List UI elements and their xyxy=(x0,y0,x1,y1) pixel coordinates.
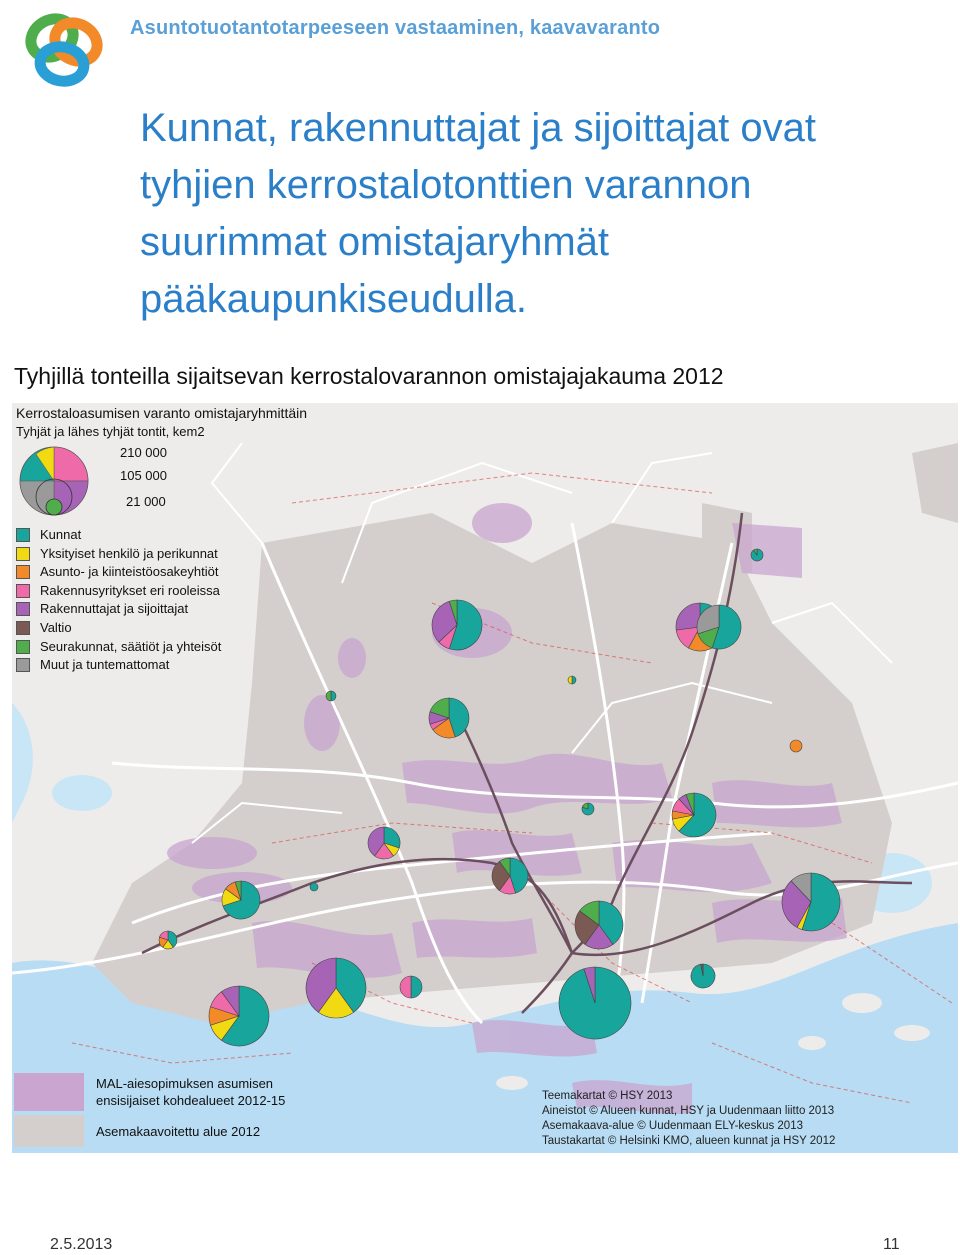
legend-label: Asunto- ja kiinteistöosakeyhtiöt xyxy=(40,564,219,580)
island xyxy=(842,993,882,1013)
logo-icon xyxy=(24,10,106,90)
legend-label: Rakennusyritykset eri rooleissa xyxy=(40,582,220,598)
ownership-pie xyxy=(492,858,528,894)
size-label: 105 000 xyxy=(120,468,167,483)
ownership-pie xyxy=(691,964,715,988)
island xyxy=(798,1036,826,1050)
legend-swatch xyxy=(16,602,30,616)
legend-swatch xyxy=(16,547,30,561)
lake xyxy=(52,775,112,811)
ownership-pie xyxy=(751,549,763,561)
map-credit: Asemakaava-alue © Uudenmaan ELY-keskus 2013 xyxy=(542,1120,803,1132)
legend-swatch xyxy=(16,565,30,579)
zoned-legend-label: Asemakaavoitettu alue 2012 xyxy=(96,1124,261,1139)
ownership-pie xyxy=(368,827,400,859)
map-credit: Teemakartat © HSY 2013 xyxy=(542,1090,673,1102)
ownership-pie xyxy=(222,881,260,919)
ownership-pie xyxy=(582,803,594,815)
ownership-pie xyxy=(432,600,482,650)
legend-label: Seurakunnat, säätiöt ja yhteisöt xyxy=(40,638,222,654)
zoned-legend-swatch xyxy=(14,1115,84,1147)
map-title: Tyhjillä tonteilla sijaitsevan kerrostalovarannon omistajajakauma 2012 xyxy=(14,363,724,389)
legend-heading: Kerrostaloasumisen varanto omistajaryhmittäin xyxy=(16,405,308,421)
footer-date: 2.5.2013 xyxy=(50,1236,113,1253)
ownership-pie xyxy=(310,883,318,891)
legend-swatch xyxy=(16,584,30,598)
mal-legend-label: MAL-aiesopimuksen asumisen xyxy=(96,1076,274,1091)
ownership-pie xyxy=(559,967,631,1039)
ownership-pie xyxy=(306,958,366,1018)
slide-title-line: suurimmat omistajaryhmät xyxy=(140,220,610,264)
ownership-pie xyxy=(429,698,469,738)
pie-slice xyxy=(790,740,802,752)
page-number: 11 xyxy=(883,1236,900,1253)
size-circle-segment xyxy=(54,447,88,481)
legend-label: Kunnat xyxy=(40,527,82,542)
ownership-pie xyxy=(326,691,336,701)
size-legend-circles xyxy=(16,445,106,517)
slide-title xyxy=(140,100,940,328)
ownership-pie xyxy=(400,976,422,998)
ownership-pie xyxy=(159,931,177,949)
ownership-pie xyxy=(672,793,716,837)
ownership-pie xyxy=(575,901,623,949)
map-credit: Taustakartat © Helsinki KMO, alueen kunnat ja HSY 2012 xyxy=(542,1135,836,1147)
size-label: 210 000 xyxy=(120,445,167,460)
ownership-pie xyxy=(568,676,576,684)
pie-slice xyxy=(310,883,318,891)
slide-title-line: Kunnat, rakennuttajat ja sijoittajat ovat xyxy=(140,106,816,150)
mal-legend-label: ensisijaiset kohdealueet 2012-15 xyxy=(96,1093,286,1108)
legend-label: Muut ja tuntemattomat xyxy=(40,657,170,673)
slide-title-line: pääkaupunkiseudulla. xyxy=(140,277,527,321)
ownership-pie xyxy=(790,740,802,752)
ownership-pie xyxy=(697,605,741,649)
legend-label: Valtio xyxy=(40,620,72,635)
slide-title-line: tyhjien kerrostalotonttien varannon xyxy=(140,163,752,207)
legend-swatch xyxy=(16,640,30,654)
size-label: 21 000 xyxy=(126,494,166,509)
header-title: Asuntotuotantotarpeeseen vastaaminen, kaavavaranto xyxy=(130,17,661,39)
map-frame xyxy=(12,403,958,1153)
map-canvas xyxy=(12,403,958,1153)
legend-swatch xyxy=(16,621,30,635)
legend-label: Rakennuttajat ja sijoittajat xyxy=(40,601,189,617)
island xyxy=(894,1025,930,1041)
ownership-pie xyxy=(782,873,840,931)
island xyxy=(496,1076,528,1090)
ownership-pie xyxy=(209,986,269,1046)
map-credit: Aineistot © Alueen kunnat, HSY ja Uudenmaan liitto 2013 xyxy=(542,1105,835,1117)
legend-swatch xyxy=(16,658,30,672)
legend-subheading: Tyhjät ja lähes tyhjät tontit, kem2 xyxy=(16,424,205,439)
size-circle-21000 xyxy=(46,499,62,515)
mal-legend-swatch xyxy=(14,1073,84,1111)
legend-label: Yksityiset henkilö ja perikunnat xyxy=(40,545,218,561)
legend-swatch xyxy=(16,528,30,542)
